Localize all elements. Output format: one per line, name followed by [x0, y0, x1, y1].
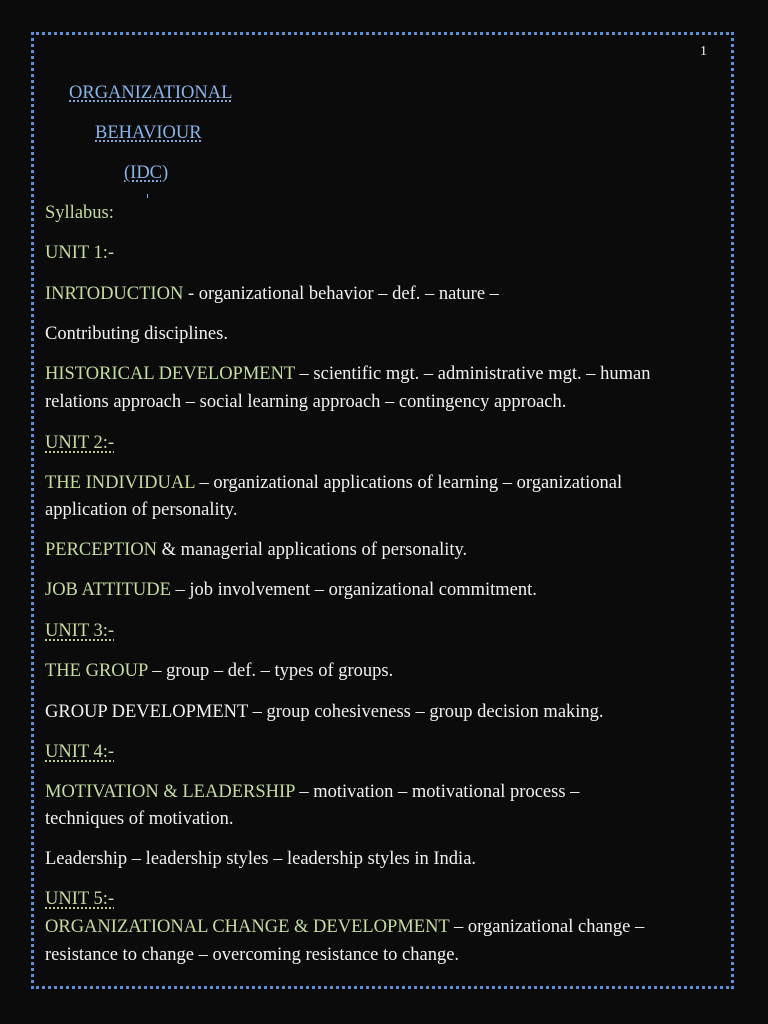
unit-3-item-2: GROUP DEVELOPMENT – group cohesiveness – group decision making. [45, 702, 604, 722]
unit-4-item-1 [45, 779, 579, 806]
topic-label: JOB ATTITUDE [45, 580, 171, 600]
title-line-1: ORGANIZATIONAL [69, 83, 233, 103]
unit-1-item-1 [45, 281, 499, 308]
unit-5-item-1-cont: resistance to change – overcoming resistance to change. [45, 945, 460, 965]
unit-4-item-2: Leadership – leadership styles – leadership styles in India. [45, 849, 477, 869]
topic-label: PERCEPTION [45, 540, 158, 560]
unit-3-item-1 [45, 658, 393, 685]
unit-2-item-3 [45, 577, 537, 604]
topic-text: & managerial applications of personality. [157, 540, 468, 560]
unit-2-heading: UNIT 2:- [45, 433, 115, 453]
topic-text: – group – def. – types of groups. [147, 661, 394, 681]
unit-5-heading: UNIT 5:- [45, 889, 115, 909]
unit-2-item-1-cont: application of personality. [45, 500, 238, 520]
unit-1-item-3 [45, 361, 650, 388]
topic-text: – organizational applications of learning – organizational [194, 473, 623, 493]
topic-label: THE GROUP [45, 661, 148, 681]
unit-1-item-3-cont: relations approach – social learning approach – contingency approach. [45, 392, 567, 412]
topic-text: – job involvement – organizational commitment. [170, 580, 537, 600]
topic-text: - organizational behavior – def. – nature – [183, 284, 499, 304]
topic-label: INRTODUCTION [45, 284, 184, 304]
title-line-3: (IDC) [124, 163, 169, 183]
unit-2-item-2 [45, 537, 467, 564]
topic-text: – organizational change – [449, 917, 645, 937]
topic-label: THE INDIVIDUAL [45, 473, 195, 493]
cursor-mark [147, 194, 148, 198]
unit-5-item-1 [45, 914, 644, 941]
unit-4-heading: UNIT 4:- [45, 742, 115, 762]
topic-label: ORGANIZATIONAL CHANGE & DEVELOPMENT [45, 917, 450, 937]
unit-1-item-2: Contributing disciplines. [45, 324, 228, 344]
unit-2-item-1 [45, 470, 622, 497]
unit-3-heading: UNIT 3:- [45, 621, 115, 641]
page-number: 1 [700, 44, 707, 59]
unit-1-heading: UNIT 1:- [45, 243, 115, 263]
topic-label: MOTIVATION & LEADERSHIP [45, 782, 295, 802]
topic-text: – motivation – motivational process – [294, 782, 580, 802]
syllabus-label: Syllabus: [45, 203, 114, 223]
unit-4-item-1-cont: techniques of motivation. [45, 809, 234, 829]
topic-text: – scientific mgt. – administrative mgt. – human [294, 364, 651, 384]
title-line-2: BEHAVIOUR [95, 123, 202, 143]
topic-label: HISTORICAL DEVELOPMENT [45, 364, 295, 384]
